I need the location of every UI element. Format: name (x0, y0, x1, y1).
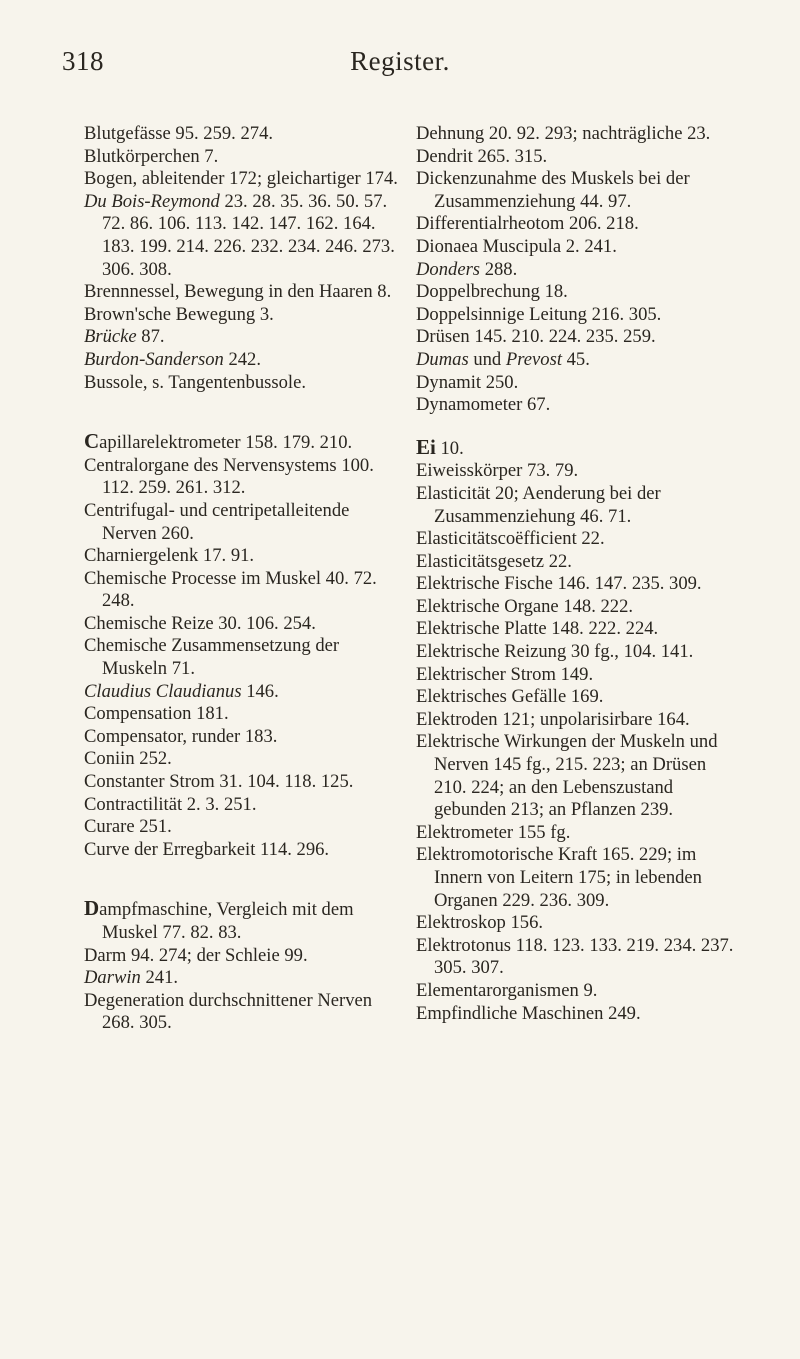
index-entry (416, 213, 738, 236)
entry-text: Darm 94. 274; der Schleie 99. (84, 944, 308, 966)
entry-text: Constanter Strom 31. 104. 118. 125. (84, 771, 354, 793)
entry-text: 241. (140, 967, 179, 989)
index-entry (416, 731, 738, 821)
entry-text: Doppelsinnige Leitung 216. 305. (416, 303, 662, 325)
entry-text: Curare 251. (84, 816, 172, 838)
entry-text: Blutkörperchen 7. (84, 145, 219, 167)
entry-text: Elektrische Organe 148. 222. (416, 595, 634, 617)
entry-text: Bogen, ableitender 172; gleichartiger 174. (84, 168, 398, 190)
person-name: Prevost (505, 348, 562, 370)
index-entry (84, 703, 402, 726)
entry-text: Dionaea Muscipula 2. 241. (416, 235, 617, 257)
entry-text: Curve der Erregbarkeit 114. 296. (84, 838, 330, 860)
index-entry (84, 613, 402, 636)
index-entry (416, 596, 738, 619)
entry-text: Dickenzunahme des Muskels bei der Zusammenziehung 44. 97. (416, 168, 690, 212)
index-entry (416, 664, 738, 687)
entry-text: Bussole, s. Tangentenbussole. (84, 371, 306, 393)
person-name: Donders (416, 258, 481, 280)
section-initial: Ei (416, 434, 436, 459)
entry-text: Elektrische Fische 146. 147. 235. 309. (416, 573, 702, 595)
entry-text: Elektrische Wirkungen der Muskeln und Nerven 145 fg., 215. 223; an Drüsen 210. 224; an den Lebenszustand gebunden 213; an Pflanzen 239. (416, 731, 718, 821)
index-entry (84, 349, 402, 372)
entry-text: Elasticität 20; Aenderung bei der Zusammenziehung 46. 71. (416, 482, 661, 527)
entry-text: Elektromotorische Kraft 165. 229; im Innern von Leitern 175; in lebenden Organen 229. 236. 309. (416, 844, 702, 911)
entry-text: und (468, 348, 506, 370)
entry-text: Chemische Reize 30. 106. 254. (84, 612, 316, 634)
page-number: 318 (62, 46, 104, 76)
entry-text: Elektrischer Strom 149. (416, 663, 594, 685)
index-entry (84, 372, 402, 395)
entry-text: 288. (480, 258, 518, 280)
letter-section-gap (84, 394, 402, 430)
index-entry (84, 726, 402, 749)
entry-text: Brown'sche Bewegung 3. (84, 303, 274, 325)
entry-text: Degeneration durchschnittener Nerven 268. 305. (84, 989, 373, 1034)
entry-text: Elementarorganismen 9. (416, 979, 598, 1001)
index-column-right (416, 123, 738, 1025)
entry-text: apillarelektrometer 158. 179. 210. (99, 432, 353, 454)
running-head: Register. (350, 46, 450, 76)
index-entry (416, 236, 738, 259)
letter-section-gap (416, 417, 738, 436)
index-entry (84, 748, 402, 771)
entry-text: Elektrisches Gefälle 169. (416, 686, 604, 708)
index-entry (416, 618, 738, 641)
entry-text: 242. (223, 348, 261, 370)
entry-text: Elektroden 121; unpolarisirbare 164. (416, 708, 690, 730)
entry-text: Doppelbrechung 18. (416, 281, 568, 303)
entry-text: 87. (136, 326, 165, 348)
person-name: Du Bois-Reymond (84, 190, 220, 212)
index-entry (416, 551, 738, 574)
index-entry (84, 500, 402, 545)
index-entry (84, 635, 402, 680)
index-entry (84, 897, 402, 944)
index-entry (84, 326, 402, 349)
index-entry (84, 990, 402, 1035)
entry-text: ampfmaschine, Vergleich mit dem Muskel 77. 82. 83. (99, 899, 354, 943)
index-entry (416, 168, 738, 213)
index-entry (416, 304, 738, 327)
index-entry (84, 816, 402, 839)
index-entry (84, 304, 402, 327)
entry-text: Brennnessel, Bewegung in den Haaren 8. (84, 281, 392, 303)
index-entry (416, 935, 738, 980)
index-column-left (84, 123, 402, 1035)
index-entry (84, 191, 402, 281)
index-entry (84, 545, 402, 568)
entry-text: Elasticitätsgesetz 22. (416, 550, 572, 572)
entry-text: Dynamit 250. (416, 371, 519, 393)
entry-text: Blutgefässe 95. 259. 274. (84, 123, 274, 144)
entry-text: Dynamometer 67. (416, 394, 551, 416)
index-entry (416, 912, 738, 935)
entry-text: Elektrometer 155 fg. (416, 821, 571, 843)
entry-text: Elektrotonus 118. 123. 133. 219. 234. 237. 305. 307. (416, 934, 734, 979)
index-entry (84, 967, 402, 990)
letter-section-gap (84, 861, 402, 897)
entry-text: Elektroskop 156. (416, 912, 544, 934)
entry-text: Chemische Processe im Muskel 40. 72. 248. (84, 567, 377, 612)
index-entry (416, 394, 738, 417)
index-entry (84, 168, 402, 191)
index-entry (416, 483, 738, 528)
index-entry (84, 281, 402, 304)
entry-text: Dendrit 265. 315. (416, 145, 548, 167)
index-entry (416, 686, 738, 709)
entry-text: Elasticitätscoëfficient 22. (416, 528, 605, 550)
index-entry (416, 146, 738, 169)
entry-text: Chemische Zusammensetzung der Muskeln 71. (84, 635, 340, 680)
index-entry (416, 822, 738, 845)
index-entry (416, 326, 738, 349)
index-entry (416, 349, 738, 372)
index-entry (84, 681, 402, 704)
entry-text: Charniergelenk 17. 91. (84, 545, 255, 567)
entry-text: Compensator, runder 183. (84, 725, 278, 747)
index-entry (416, 709, 738, 732)
page-header (0, 46, 800, 86)
index-entry (416, 123, 738, 146)
entry-text: Eiweisskörper 73. 79. (416, 460, 579, 482)
index-entry (416, 259, 738, 282)
entry-text: 45. (561, 348, 590, 370)
entry-text: 146. (241, 680, 279, 702)
entry-text: Centralorgane des Nervensystems 100. 112. 259. 261. 312. (84, 454, 374, 499)
entry-text: Contractilität 2. 3. 251. (84, 793, 257, 815)
entry-text: Differentialrheotom 206. 218. (416, 213, 639, 235)
person-name: Darwin (84, 967, 141, 989)
person-name: Burdon-Sanderson (84, 348, 224, 370)
index-entry (84, 839, 402, 862)
index-entry (416, 1003, 738, 1026)
index-entry (84, 430, 402, 455)
index-entry (84, 455, 402, 500)
index-entry (84, 794, 402, 817)
index-entry (416, 641, 738, 664)
entry-text: Centrifugal- und centripetalleitende Nerven 260. (84, 499, 350, 544)
index-entry (416, 528, 738, 551)
entry-text: Dehnung 20. 92. 293; nachträgliche 23. (416, 123, 711, 144)
entry-text: Compensation 181. (84, 703, 229, 725)
entry-text: 10. (435, 437, 464, 459)
section-initial: D (84, 896, 100, 921)
person-name: Brücke (84, 326, 137, 348)
index-entry (416, 980, 738, 1003)
index-entry (416, 372, 738, 395)
index-entry (84, 123, 402, 146)
entry-text: Elektrische Reizung 30 fg., 104. 141. (416, 641, 694, 663)
entry-text: Drüsen 145. 210. 224. 235. 259. (416, 326, 656, 348)
section-initial: C (84, 429, 100, 454)
index-entry (84, 945, 402, 968)
index-entry (84, 771, 402, 794)
index-entry (416, 281, 738, 304)
person-name: Dumas (416, 348, 469, 370)
index-entry (416, 844, 738, 912)
entry-text: Elektrische Platte 148. 222. 224. (416, 618, 659, 640)
index-entry (416, 436, 738, 461)
entry-text: 23. 28. 35. 36. 50. 57. 72. 86. 106. 113. 142. 147. 162. 164. 183. 199. 214. 226. 232. 234. 246. 273. 306. 308. (102, 190, 395, 280)
index-entry (84, 568, 402, 613)
index-entry (416, 460, 738, 483)
entry-text: Coniin 252. (84, 748, 172, 770)
person-name: Claudius Claudianus (84, 680, 242, 702)
index-entry (416, 573, 738, 596)
index-entry (84, 146, 402, 169)
entry-text: Empfindliche Maschinen 249. (416, 1002, 641, 1024)
